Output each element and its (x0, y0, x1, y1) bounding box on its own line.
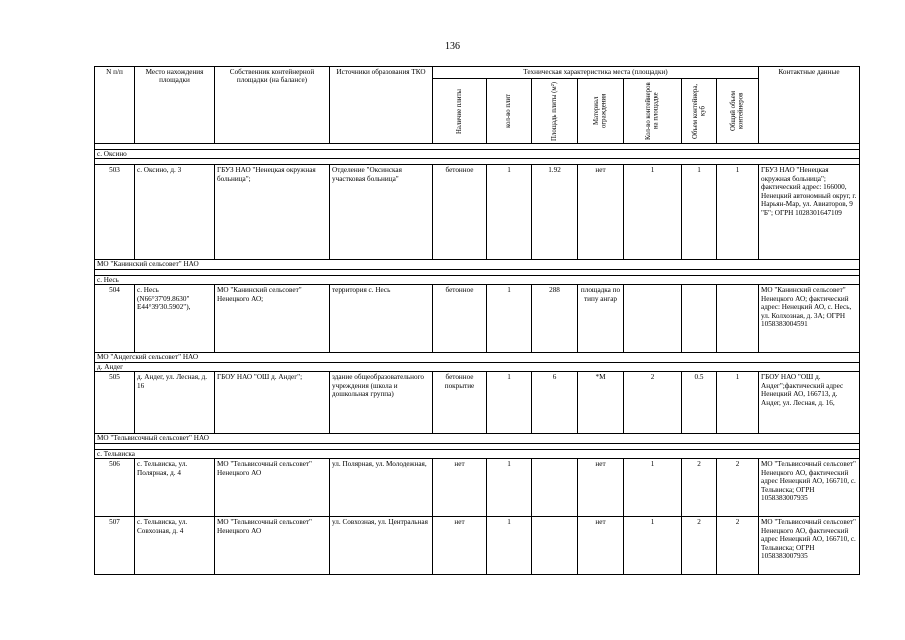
settlement-row (95, 362, 860, 371)
cell-area: 288 (532, 285, 578, 353)
cell-volume: 1 (682, 165, 717, 260)
page-number: 136 (445, 41, 460, 52)
cell-contacts: ГБУЗ НАО "Ненецкая окружная больница"; фактический адрес: 166000, Ненецкий автономный округ, г. Нарьян-Мар, ул. Авиаторов, 9 "Б"; ОГРН 1028301647109 (759, 165, 860, 260)
cell-count: 1 (487, 165, 532, 260)
cell-num: 507 (95, 517, 135, 575)
cell-num: 505 (95, 372, 135, 434)
cell-containers: 1 (624, 165, 682, 260)
cell-owner: ГБУЗ НАО "Ненецкая окружная больница"; (215, 165, 330, 260)
cell-fence: нет (578, 459, 624, 517)
cell-num: 503 (95, 165, 135, 260)
cell-location: с. Тельвиска, ул. Полярная, д. 4 (135, 459, 215, 517)
cell-total (717, 285, 759, 353)
cell-containers: 1 (624, 459, 682, 517)
cell-contacts: МО "Тельвисочный сельсовет" Ненецкого АО, фактический адрес Ненецкий АО, 166710, с. Тельвиска; ОГРН 1058383007935 (759, 459, 860, 517)
settlement-row (95, 150, 860, 159)
cell-location: д. Андег, ул. Лесная, д. 16 (135, 372, 215, 434)
cell-count: 1 (487, 517, 532, 575)
cell-sources: здание общеобразовательного учреждения (школа и дошкольная группа) (330, 372, 433, 434)
cell-total: 1 (717, 372, 759, 434)
cell-location: с. Несь (N66°37'09.8630" E44°39'30.5902"), (135, 285, 215, 353)
cell-area: 6 (532, 372, 578, 434)
header-tech: Техническая характеристика места (площадки) (433, 67, 759, 79)
cell-owner: МО "Канинский сельсовет" Ненецкого АО; (215, 285, 330, 353)
cell-contacts: МО "Канинский сельсовет" Ненецкого АО; фактический адрес: Ненецкий АО, с. Несь, ул. Колхозная, д. 3А; ОГРН 1058383004591 (759, 285, 860, 353)
cell-area (532, 459, 578, 517)
settlement-label: с. Тельвиска (95, 449, 860, 458)
header-total: Общий объем контейнеров (717, 79, 759, 144)
table-row (95, 459, 860, 517)
cell-total: 2 (717, 459, 759, 517)
cell-count: 1 (487, 459, 532, 517)
mo-row (95, 260, 860, 269)
mo-row (95, 353, 860, 362)
header-volume: Объем контейнера, куб (682, 79, 717, 144)
header-sources: Источники образования ТКО (330, 67, 433, 144)
cell-volume: 2 (682, 517, 717, 575)
table-row (95, 372, 860, 434)
cell-count: 1 (487, 285, 532, 353)
cell-fence: нет (578, 165, 624, 260)
cell-owner: МО "Тельвисочный сельсовет" Ненецкого АО (215, 459, 330, 517)
cell-sources: ул. Полярная, ул. Молодежная, (330, 459, 433, 517)
cell-plates: нет (433, 459, 487, 517)
cell-contacts: ГБОУ НАО "ОШ д. Андег";фактический адрес Ненецкий АО, 166713, д. Андег, ул. Лесная, д. 16, (759, 372, 860, 434)
cell-total: 2 (717, 517, 759, 575)
table-row (95, 285, 860, 353)
cell-area (532, 517, 578, 575)
mo-label: МО "Андегский сельсовет" НАО (95, 353, 860, 362)
header-fence: Материал ограждения (578, 79, 624, 144)
table-row (95, 517, 860, 575)
cell-fence: нет (578, 517, 624, 575)
cell-plates: бетонное (433, 285, 487, 353)
cell-sources: Отделение "Оксинская участковая больница" (330, 165, 433, 260)
settlement-label: д. Андег (95, 362, 860, 371)
cell-containers: 1 (624, 517, 682, 575)
mo-label: МО "Канинский сельсовет" НАО (95, 260, 860, 269)
container-sites-table (94, 66, 860, 575)
cell-location: с. Тельвиска, ул. Совхозная, д. 4 (135, 517, 215, 575)
settlement-row (95, 449, 860, 458)
header-contacts: Контактные данные (759, 67, 860, 144)
header-area: Площадь плиты (м²) (532, 79, 578, 144)
cell-volume: 2 (682, 459, 717, 517)
cell-fence: *М (578, 372, 624, 434)
cell-containers (624, 285, 682, 353)
settlement-row (95, 275, 860, 284)
cell-area: 1.92 (532, 165, 578, 260)
cell-owner: МО "Тельвисочный сельсовет" Ненецкого АО (215, 517, 330, 575)
cell-owner: ГБОУ НАО "ОШ д. Андег"; (215, 372, 330, 434)
cell-containers: 2 (624, 372, 682, 434)
header-containers: Кол-во контейнеров на площадке (624, 79, 682, 144)
cell-count: 1 (487, 372, 532, 434)
table-header (95, 67, 860, 144)
mo-label: МО "Тельвисочный сельсовет" НАО (95, 434, 860, 443)
table-row (95, 165, 860, 260)
cell-num: 504 (95, 285, 135, 353)
settlement-label: с. Оксино (95, 150, 860, 159)
cell-sources: территория с. Несь (330, 285, 433, 353)
cell-fence: площадка по типу ангар (578, 285, 624, 353)
cell-volume (682, 285, 717, 353)
cell-volume: 0.5 (682, 372, 717, 434)
settlement-label: с. Несь (95, 275, 860, 284)
cell-total: 1 (717, 165, 759, 260)
cell-plates: нет (433, 517, 487, 575)
header-count: кол-во плит (487, 79, 532, 144)
mo-row (95, 434, 860, 443)
cell-plates: бетонное (433, 165, 487, 260)
header-num: N п/п (95, 67, 135, 144)
cell-contacts: МО "Тельвисочный сельсовет" Ненецкого АО, фактический адрес Ненецкий АО, 166710, с. Тельвиска; ОГРН 1058383007935 (759, 517, 860, 575)
header-location: Место нахождения площадки (135, 67, 215, 144)
header-plates: Наличие плиты (433, 79, 487, 144)
cell-num: 506 (95, 459, 135, 517)
header-owner: Собственник контейнерной площадки (на балансе) (215, 67, 330, 144)
cell-location: с. Оксино, д. 3 (135, 165, 215, 260)
cell-plates: бетонное покрытие (433, 372, 487, 434)
cell-sources: ул. Совхозная, ул. Центральная (330, 517, 433, 575)
